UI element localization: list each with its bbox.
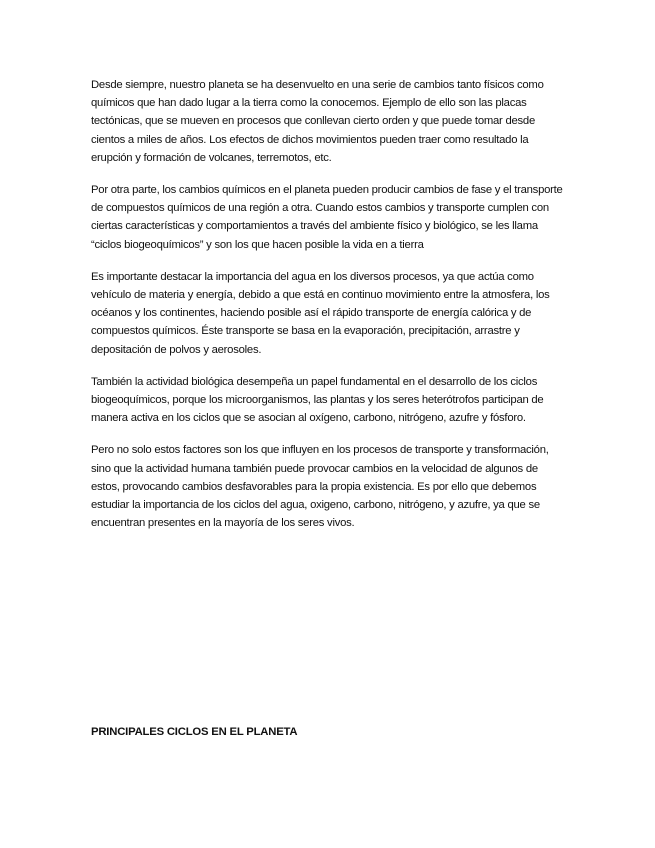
paragraph-3: Es importante destacar la importancia del agua en los diversos procesos, ya que actúa como vehículo de materia y energía, debido a que está en continuo movimiento entre la atmosfera, los océanos y los continentes, haciendo posible así el rápido transporte de energía calórica y de compuestos químicos. Éste transporte se basa en la evaporación, precipitación, arrastre y depositación de polvos y aerosoles. (91, 270, 550, 356)
paragraph-4: También la actividad biológica desempeña un papel fundamental en el desarrollo de los ciclos biogeoquímicos, porque los microorganismos, las plantas y los seres heterótrofos participan de manera activa en los ciclos que se asocian al oxígeno, carbono, nitrógeno, azufre y fósforo. (91, 375, 544, 425)
paragraph-1: Desde siempre, nuestro planeta se ha desenvuelto en una serie de cambios tanto físicos como químicos que han dado lugar a la tierra como la conocemos. Ejemplo de ello son las placas tectónicas, que se mueven en procesos que conllevan cierto orden y que puede tomar desde cientos a miles de años. Los efectos de dichos movimientos pueden traer como resultado la erupción y formación de volcanes, terremotos, etc. (91, 79, 544, 164)
paragraph-5: Pero no solo estos factores son los que influyen en los procesos de transporte y transformación, sino que la actividad humana también puede provocar cambios en la velocidad de algunos de estos, provocando cambios desfavorables para la propia existencia. Es por ello que debemos estudiar la importancia de los ciclos del agua, oxigeno, carbono, nitrógeno, y azufre, ya que se encuentran presentes en la mayoría de los seres vivos. (91, 444, 549, 530)
document-body (91, 76, 569, 546)
section-heading: PRINCIPALES CICLOS EN EL PLANETA (91, 726, 298, 738)
paragraph-2: Por otra parte, los cambios químicos en el planeta pueden producir cambios de fase y el transporte de compuestos químicos de una región a otra. Cuando estos cambios y transporte cumplen con ciertas características y comportamientos a través del ambiente físico y biológico, se les llama “ciclos biogeoquímicos” y son los que hacen posible la vida en a tierra (91, 184, 563, 251)
